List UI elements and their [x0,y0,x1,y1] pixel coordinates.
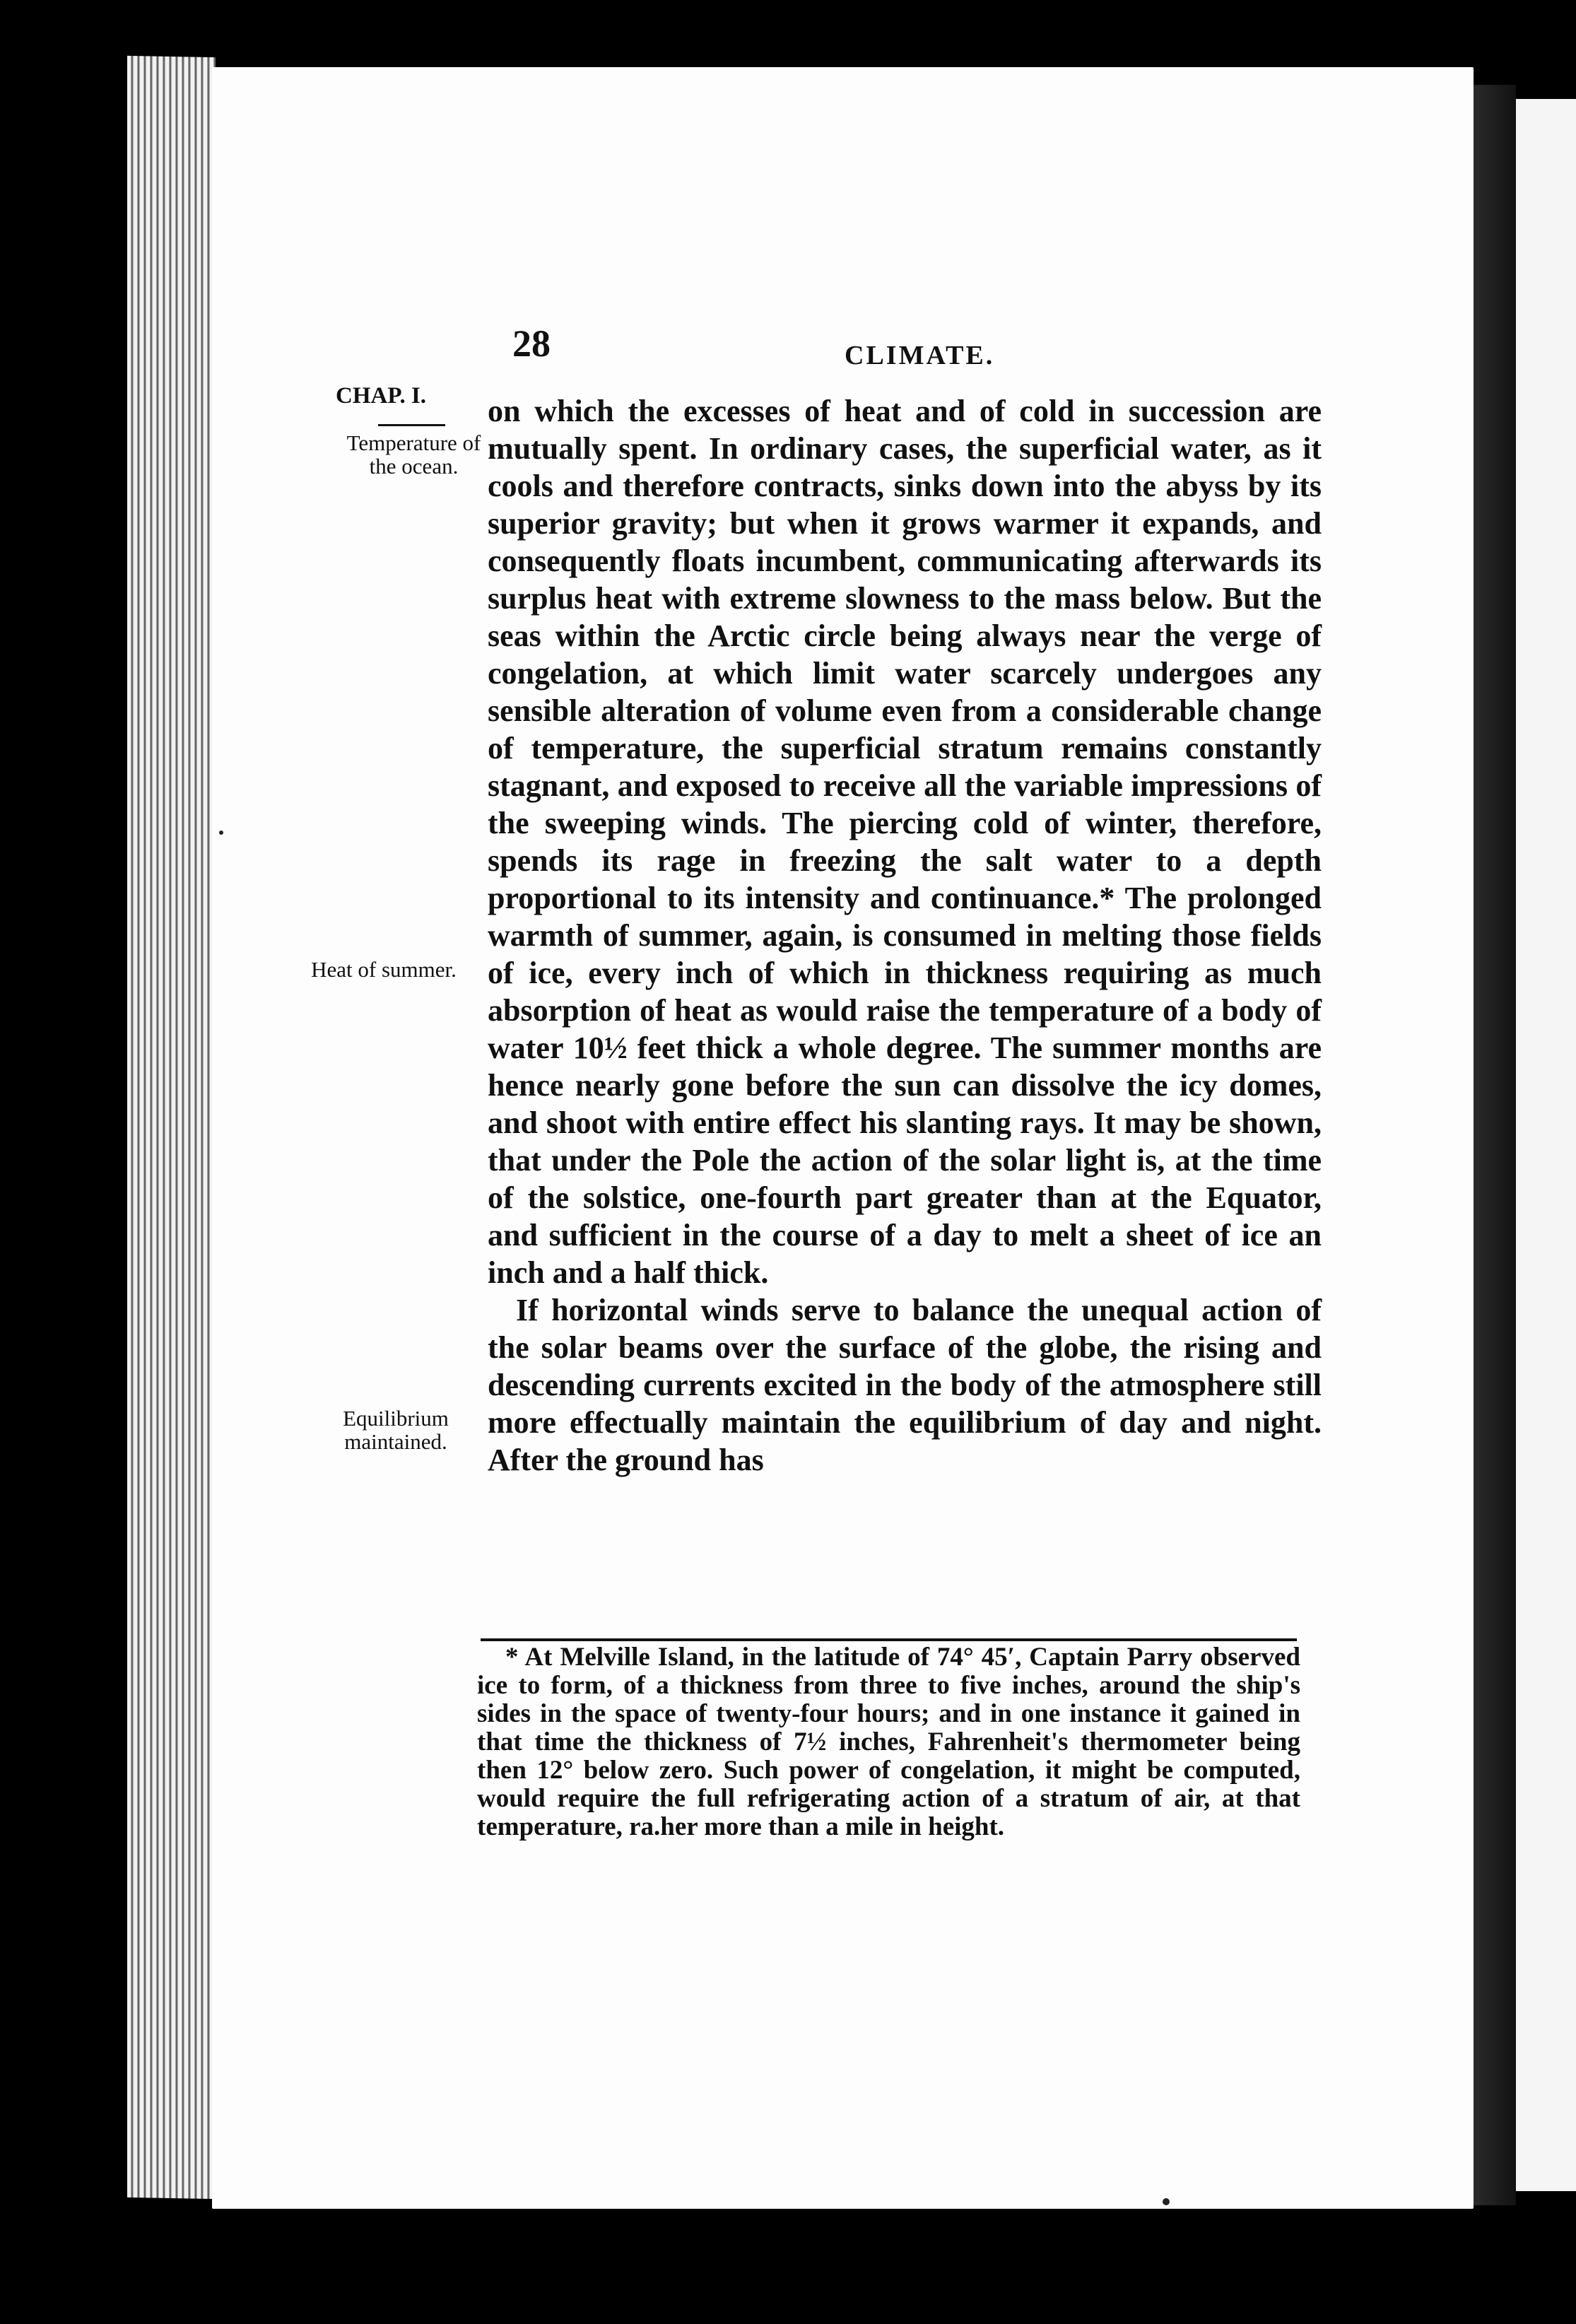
chapter-label: CHAP. I. [336,383,427,409]
main-text [488,392,1322,1479]
paper-speck [219,831,223,835]
page-header [512,322,1304,385]
page-edges [127,56,216,2199]
running-head: CLIMATE. [845,341,995,370]
sidenote-heat-of-summer: Heat of summer. [311,957,457,982]
facing-page-edge [1516,99,1576,2191]
paragraph: on which the excesses of heat and of cold in succession are mutually spent. In ordinary cases, the superficial water, as it cools and therefore contracts, sinks down into the abyss by its superior gravity; but when it grows warmer it expands, and consequently floats incumbent, communicating afterwards its surplus heat with extreme slowness to the mass below. But the seas within the Arctic circle being always near the verge of congelation, at which limit water scarcely undergoes any sensible alteration of volume even from a considerable change of temperature, the superficial stratum remains constantly stagnant, and exposed to receive all the variable impressions of the sweeping winds. The piercing cold of winter, therefore, spends its rage in freezing the salt water to a depth proportional to its intensity and continuance.* The prolonged warmth of summer, again, is consumed in melting those fields of ice, every inch of which in thickness requiring as much absorption of heat as would raise the temperature of a body of water 10½ feet thick a whole degree. The summer months are hence nearly gone before the sun can dissolve the icy domes, and shoot with entire effect his slanting rays. It may be shown, that under the Pole the action of the solar light is, at the time of the solstice, one-fourth part greater than at the Equator, and sufficient in the course of a day to melt a sheet of ice an inch and a half thick. [488,394,1322,1290]
paragraph: If horizontal winds serve to balance the unequal action of the solar beams over the surface of the globe, the rising and descending currents excited in the body of the atmosphere still more effectually maintain the equilibrium of day and night. After the ground has [488,1293,1322,1477]
sidenote-temperature-of-ocean: Temperature of the ocean. [346,430,481,479]
chapter-rule [378,424,445,426]
footnote: * At Melville Island, in the latitude of 74° 45′, Captain Parry observed ice to form, of a thickness from three to five inches, around the ship's sides in the space of twenty-four hours; and in one instance it gained in that time the thickness of 7½ inches, Fahrenheit's thermometer being then 12° below zero. Such power of congelation, it might be computed, would require the full refrigerating action of a stratum of air, at that temperature, ra.her more than a mile in height. [477,1643,1300,1841]
paper-speck [1163,2198,1170,2205]
footnote-rule [481,1638,1297,1641]
sidenote-equilibrium-maintained: Equilibrium maintained. [343,1406,449,1454]
page-number: 28 [512,322,551,365]
binding-shadow [1474,85,1516,2205]
